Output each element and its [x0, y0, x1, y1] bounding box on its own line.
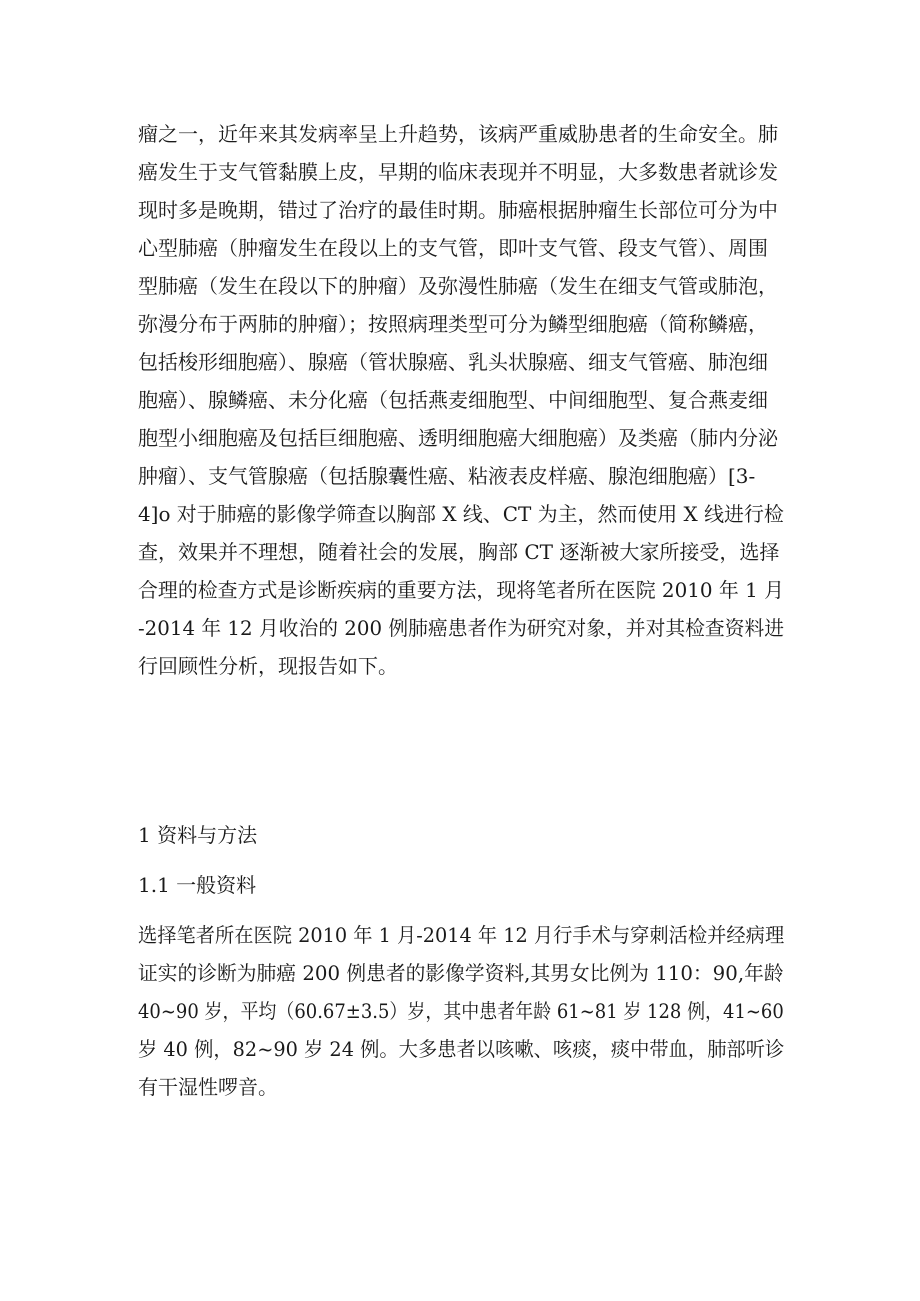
text-line: 合理的检查方式是诊断疾病的重要方法，现将笔者所在医院 2010 年 1 月	[138, 578, 785, 602]
general-data-paragraph	[138, 916, 784, 1106]
text-line: 肿瘤）、支气管腺癌（包括腺囊性癌、粘液表皮样癌、腺泡细胞癌）[3-	[138, 464, 756, 488]
text-line: 行回顾性分析，现报告如下。	[138, 654, 398, 678]
text-line: 弥漫分布于两肺的肿瘤）；按照病理类型可分为鳞型细胞癌（简称鳞癌，	[138, 312, 768, 336]
subsection-heading: 1.1 一般资料	[138, 873, 257, 897]
text-line: 现时多是晚期，错过了治疗的最佳时期。肺癌根据肿瘤生长部位可分为中	[138, 198, 778, 222]
text-line: 型肺癌（发生在段以下的肿瘤）及弥漫性肺癌（发生在细支气管或肺泡，	[138, 274, 778, 298]
section-heading: 1 资料与方法	[138, 823, 258, 847]
text-line: 心型肺癌（肿瘤发生在段以上的支气管，即叶支气管、段支气管）、周围	[138, 236, 768, 260]
text-line: 40~90 岁，平均（60.67±3.5）岁，其中患者年龄 61~81 岁 128 例，41~60	[138, 999, 784, 1023]
text-line: 有干湿性啰音。	[138, 1075, 278, 1099]
text-line: 胞型小细胞癌及包括巨细胞癌、透明细胞癌大细胞癌）及类癌（肺内分泌	[138, 426, 778, 450]
text-line: 包括梭形细胞癌）、腺癌（管状腺癌、乳头状腺癌、细支气管癌、肺泡细	[138, 350, 768, 374]
text-line: 选择笔者所在医院 2010 年 1 月-2014 年 12 月行手术与穿刺活检并经病理	[138, 923, 785, 947]
text-line: 证实的诊断为肺癌 200 例患者的影像学资料,其男女比例为 110：90,年龄	[138, 961, 784, 985]
text-line: 癌发生于支气管黏膜上皮，早期的临床表现并不明显，大多数患者就诊发	[138, 160, 778, 184]
text-line: 岁 40 例，82~90 岁 24 例。大多患者以咳嗽、咳痰，痰中带血，肺部听诊	[138, 1037, 785, 1061]
text-line: -2014 年 12 月收治的 200 例肺癌患者作为研究对象，并对其检查资料进	[138, 616, 785, 640]
text-line: 瘤之一，近年来其发病率呈上升趋势，该病严重威胁患者的生命安全。肺	[138, 122, 778, 146]
text-line: 查，效果并不理想，随着社会的发展，胸部 CT 逐渐被大家所接受，选择	[138, 540, 780, 564]
intro-paragraph	[138, 115, 784, 685]
text-line: 胞癌）、腺鳞癌、未分化癌（包括燕麦细胞型、中间细胞型、复合燕麦细	[138, 388, 768, 412]
text-line: 4]o 对于肺癌的影像学筛查以胸部 X 线、CT 为主，然而使用 X 线进行检	[138, 502, 784, 526]
